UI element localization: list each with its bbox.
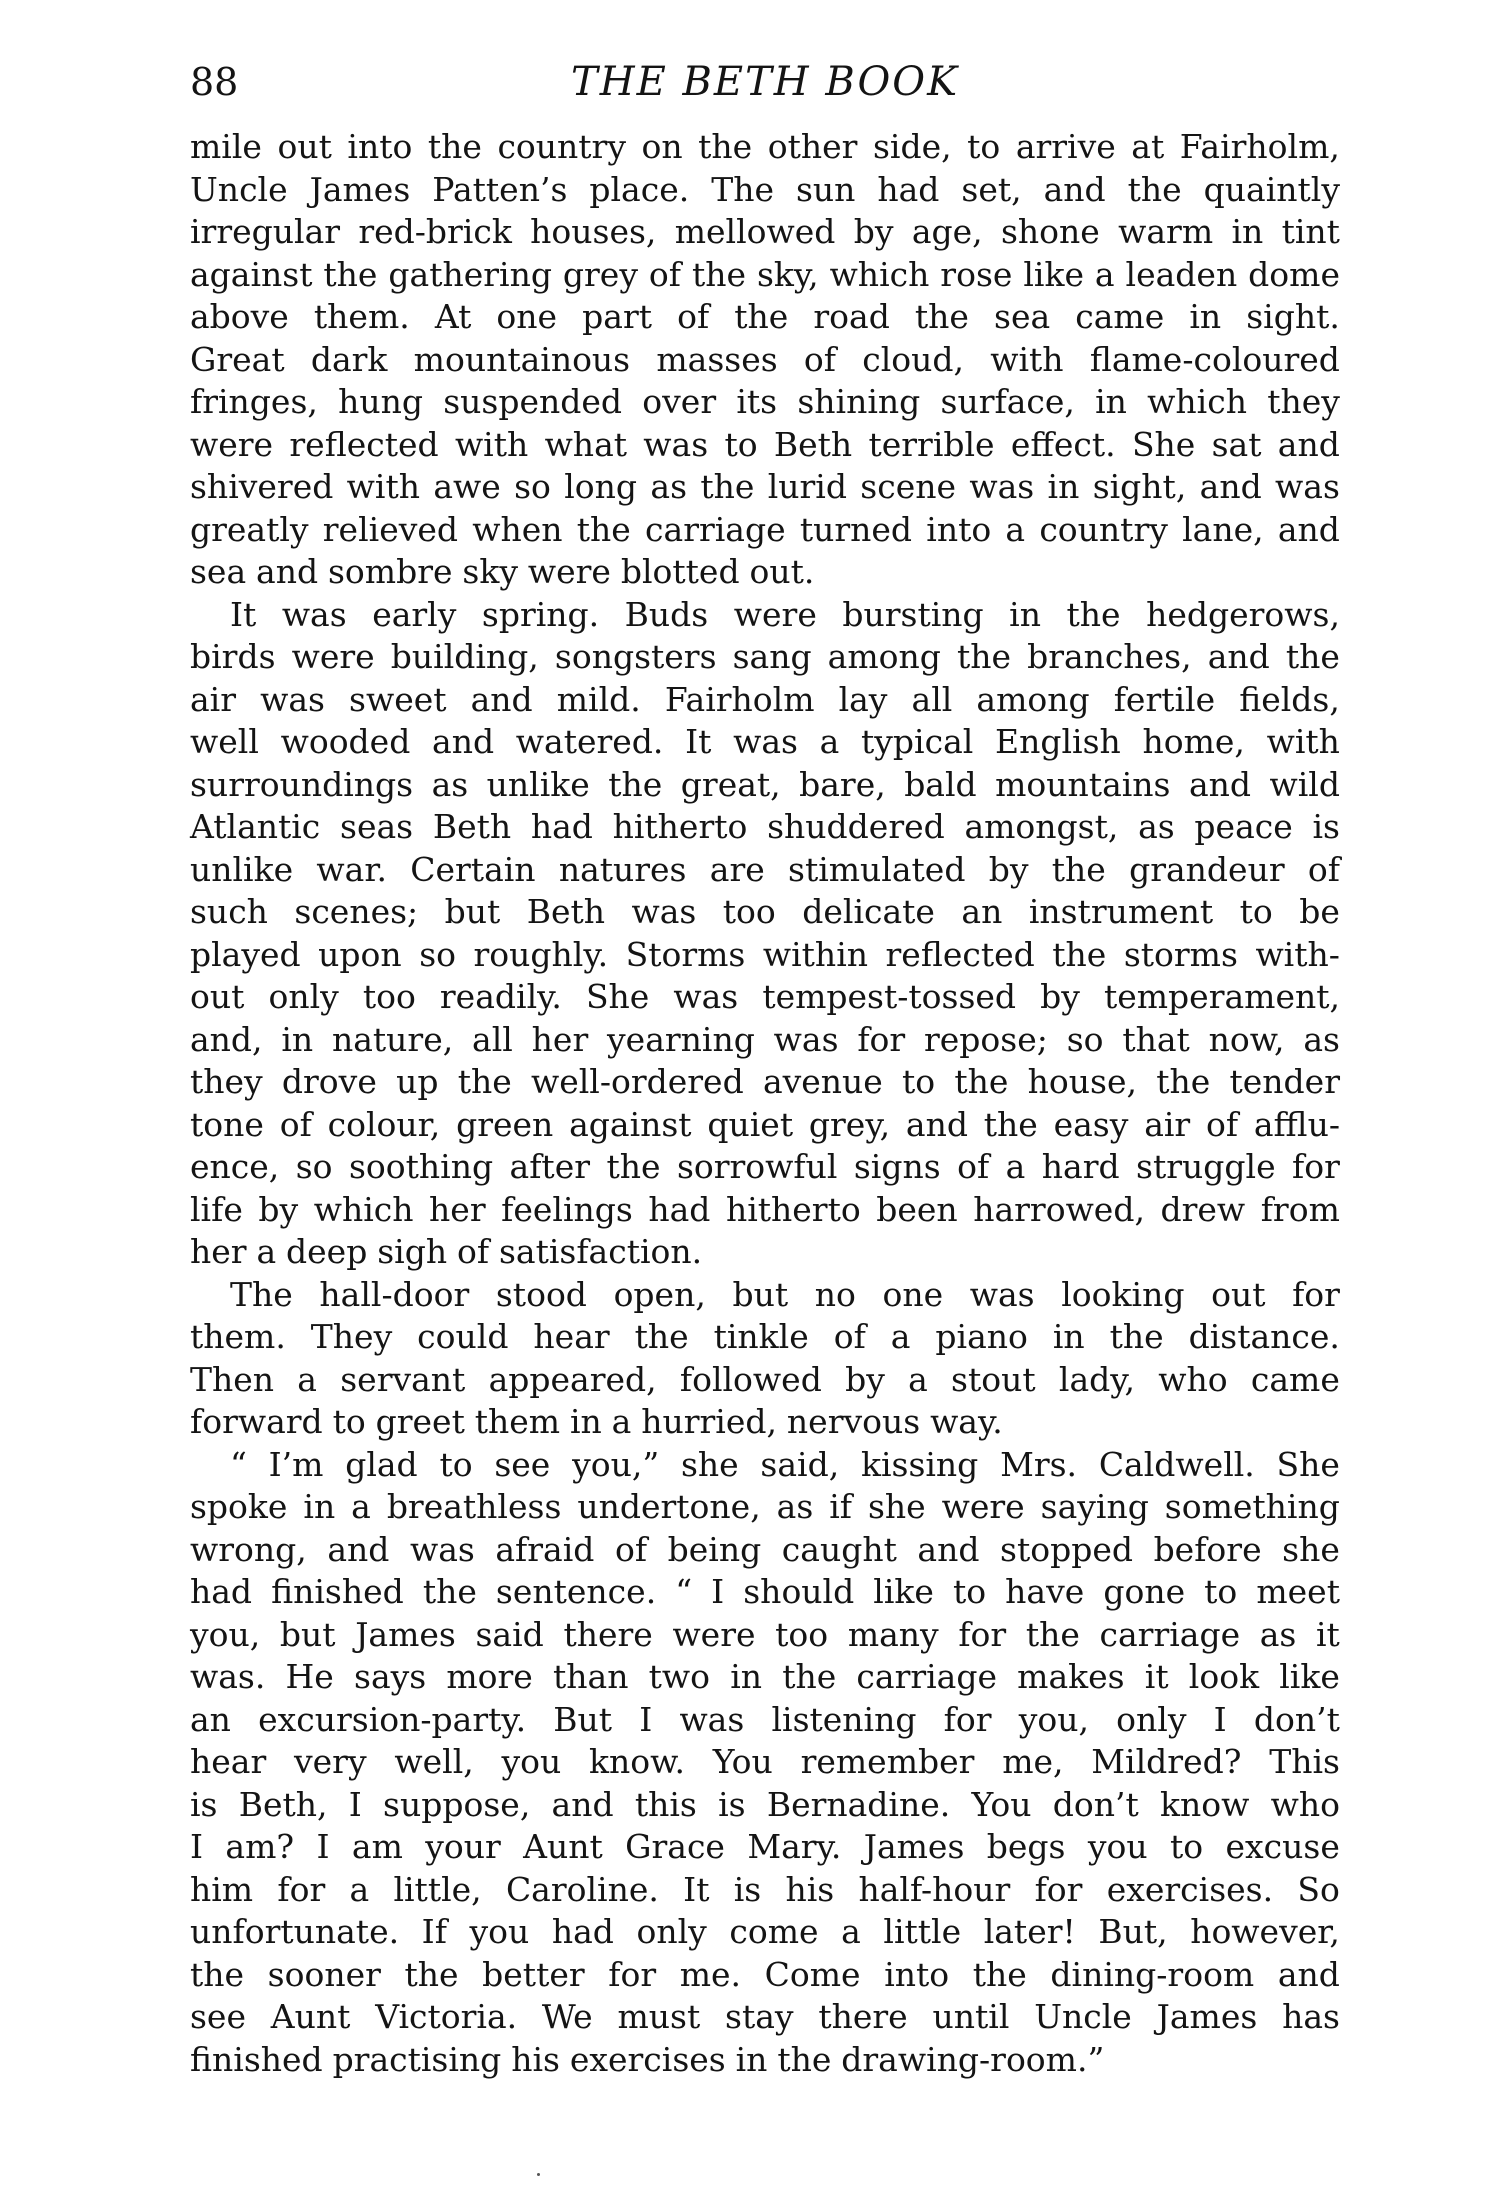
text-line: Then a servant appeared, followed by a stout lady, who came <box>190 1359 1340 1399</box>
text-line: It was early spring. Buds were bursting in the hedgerows, <box>230 594 1340 634</box>
text-line: her a deep sigh of satisfaction. <box>190 1232 703 1271</box>
text-line: Atlantic seas Beth had hitherto shuddered amongst, as peace is <box>190 807 1340 846</box>
text-line: air was sweet and mild. Fairholm lay all among fertile fields, <box>190 679 1340 719</box>
page-header <box>190 56 1340 108</box>
text-line: tone of colour, green against quiet grey, and the easy air of afflu- <box>190 1104 1340 1144</box>
text-line: wrong, and was afraid of being caught and stopped before she <box>190 1529 1340 1569</box>
text-line: greatly relieved when the carriage turned into a country lane, and <box>190 509 1340 549</box>
text-line: against the gathering grey of the sky, which rose like a leaden dome <box>190 254 1340 294</box>
page-number: 88 <box>190 60 239 104</box>
text-line: Great dark mountainous masses of cloud, with flame-coloured <box>190 339 1340 379</box>
text-line: mile out into the country on the other side, to arrive at Fairholm, <box>190 127 1340 166</box>
text-line: and, in nature, all her yearning was for repose; so that now, as <box>190 1019 1340 1059</box>
body-text <box>190 126 1340 2081</box>
text-line: above them. At one part of the road the sea came in sight. <box>190 297 1340 336</box>
text-line: ence, so soothing after the sorrowful signs of a hard struggle for <box>190 1147 1340 1186</box>
text-line: forward to greet them in a hurried, nervous way. <box>190 1402 1003 1441</box>
text-line: unfortunate. If you had only come a little later! But, however, <box>190 1912 1340 1951</box>
text-line: birds were building, songsters sang among the branches, and the <box>190 637 1340 676</box>
page-speck <box>537 2173 540 2176</box>
text-line: see Aunt Victoria. We must stay there until Uncle James has <box>190 1997 1340 2036</box>
text-line: hear very well, you know. You remember me, Mildred? This <box>190 1742 1340 1781</box>
text-line: had finished the sentence. “ I should like to have gone to meet <box>190 1572 1340 1611</box>
text-line: sea and sombre sky were blotted out. <box>190 552 815 591</box>
text-line: irregular red-brick houses, mellowed by age, shone warm in tint <box>190 212 1340 251</box>
text-line: you, but James said there were too many for the carriage as it <box>190 1614 1340 1654</box>
text-line: were reflected with what was to Beth terrible effect. She sat and <box>190 424 1340 464</box>
text-line: life by which her feelings had hitherto been harrowed, drew from <box>190 1189 1340 1229</box>
text-line: Uncle James Patten’s place. The sun had set, and the quaintly <box>190 169 1340 209</box>
text-line: finished practising his exercises in the drawing-room.” <box>190 2039 1105 2079</box>
text-line: is Beth, I suppose, and this is Bernadine. You don’t know who <box>190 1784 1340 1824</box>
text-line: they drove up the well-ordered avenue to the house, the tender <box>190 1062 1340 1101</box>
text-line: was. He says more than two in the carriage makes it look like <box>190 1657 1340 1696</box>
text-line: I am? I am your Aunt Grace Mary. James begs you to excuse <box>190 1827 1340 1866</box>
text-line: such scenes; but Beth was too delicate an instrument to be <box>190 892 1340 931</box>
text-line: them. They could hear the tinkle of a piano in the distance. <box>190 1317 1340 1356</box>
text-line: shivered with awe so long as the lurid scene was in sight, and was <box>190 467 1340 506</box>
text-line: the sooner the better for me. Come into the dining-room and <box>190 1954 1340 1994</box>
text-line: unlike war. Certain natures are stimulated by the grandeur of <box>190 849 1340 889</box>
text-line: The hall-door stood open, but no one was looking out for <box>230 1274 1340 1314</box>
text-line: fringes, hung suspended over its shining surface, in which they <box>190 382 1340 421</box>
text-line: well wooded and watered. It was a typical English home, with <box>190 722 1340 761</box>
text-line: an excursion-party. But I was listening for you, only I don’t <box>190 1699 1340 1739</box>
text-line: played upon so roughly. Storms within reflected the storms with- <box>190 934 1340 974</box>
text-line: “ I’m glad to see you,” she said, kissing Mrs. Caldwell. She <box>230 1444 1340 1484</box>
text-line: surroundings as unlike the great, bare, bald mountains and wild <box>190 764 1340 804</box>
text-line: him for a little, Caroline. It is his half-hour for exercises. So <box>190 1869 1340 1909</box>
text-line: spoke in a breathless undertone, as if she were saying something <box>190 1487 1340 1526</box>
text-line: out only too readily. She was tempest-tossed by temperament, <box>190 977 1340 1016</box>
running-title: THE BETH BOOK <box>571 59 959 105</box>
